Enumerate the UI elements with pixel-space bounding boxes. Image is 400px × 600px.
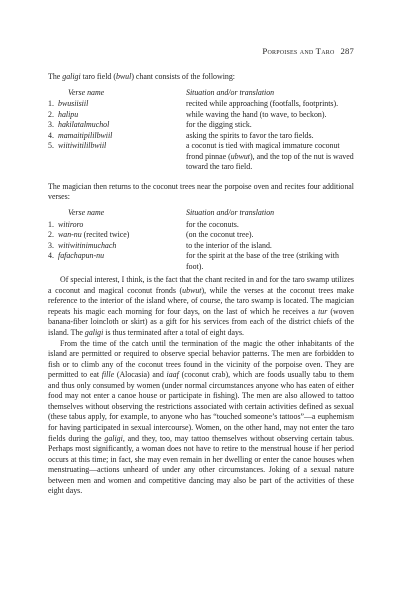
col-situation: Situation and/or translation bbox=[186, 208, 275, 218]
table-row: 3. witiwitinimuchach to the interior of the island. bbox=[48, 240, 272, 250]
body-paragraph-1: Of special interest, I think, is the fact that the chant recited in and for the taro swamp utilizes a coconut and magical coconut fronds (ubwut), while the verses at the coconut trees make reference to the interior of the island where, of course, the taro swamp is located. The magician repeats his magic each morning for four days, on the last of which he receives a tur (woven banana-fiber loincloth or skirt) as a gift for his services from each of the district chiefs of the island. The galigi is thus terminated after a total of eight days. bbox=[48, 275, 355, 338]
page-body bbox=[48, 44, 354, 497]
intro-paragraph: The galigi taro field (bwul) chant consists of the following: bbox=[48, 72, 235, 81]
table-row: 1. bwusiisiil recited while approaching (footfalls, footprints). bbox=[48, 99, 339, 109]
table-row: 5. wiitiwitililbwiil a coconut is tied with magical immature coconut frond pinnae (ubwut), and the top of the nut is waved toward the taro field. bbox=[48, 141, 354, 172]
table-row: 2. halipu while waving the hand (to wave, to beckon). bbox=[48, 109, 327, 119]
verse-table-header bbox=[48, 88, 354, 100]
body-paragraph-2: From the time of the catch until the termination of the magic the other inhabitants of the island are permitted or required to observe special behavior patterns. The men are forbidden to fish or to climb any of the coconut trees found in the vicinity of the porpoise oven. They are permitted to eat fille (Alocasia) and iaaf (coconut crab), which are foods usually tabu to them and thus only consumed by women (under normal circumstances anyone who has eaten of either food may not enter a canoe house or participate in fishing). The men are also allowed to tattoo themselves without observing the restrictions associated with certain activities defined as sexual (these tabus apply, for example, to anyone who has “touched someone’s tattoos”—a euphemism for having participated in sexual intercourse). Women, on the other hand, may not enter the taro fields during the galigi, and they, too, may tattoo themselves without observing certain tabus. Perhaps most significantly, a woman does not have to retire to the menstrual house if her period occurs at this time; in fact, she may even remain in her dwelling or enter the canoe houses when menstruating—actions unheard of under any other circumstances. Joking of a sexual nature between men and women and competitive dancing may also be part of the activities of these eight days. bbox=[48, 338, 354, 496]
table-row: 2. wan-nu (recited twice) (on the coconut tree). bbox=[48, 230, 254, 240]
col-situation: Situation and/or translation bbox=[186, 87, 275, 97]
table-row: 3. hakilatalmuchol for the digging stick. bbox=[48, 120, 252, 130]
verse-table-coconut bbox=[48, 208, 354, 272]
table-row: 4. mamaitipililbwiil asking the spirits to favor the taro fields. bbox=[48, 130, 314, 140]
table-row: 4. fafachapun-nu for the spirit at the base of the tree (striking with foot). bbox=[48, 251, 339, 271]
page-number: 287 bbox=[340, 46, 354, 56]
running-head-title: Porpoises and Taro bbox=[262, 46, 335, 56]
col-verse-name: Verse name bbox=[68, 87, 105, 97]
transition-paragraph: The magician then returns to the coconut trees near the porpoise oven and recites four additional verses: bbox=[48, 181, 354, 202]
col-verse-name: Verse name bbox=[68, 208, 105, 218]
verse-table-taro bbox=[48, 88, 354, 173]
verse-table-header bbox=[48, 208, 354, 220]
table-row: 1. witiroro for the coconuts. bbox=[48, 219, 239, 229]
